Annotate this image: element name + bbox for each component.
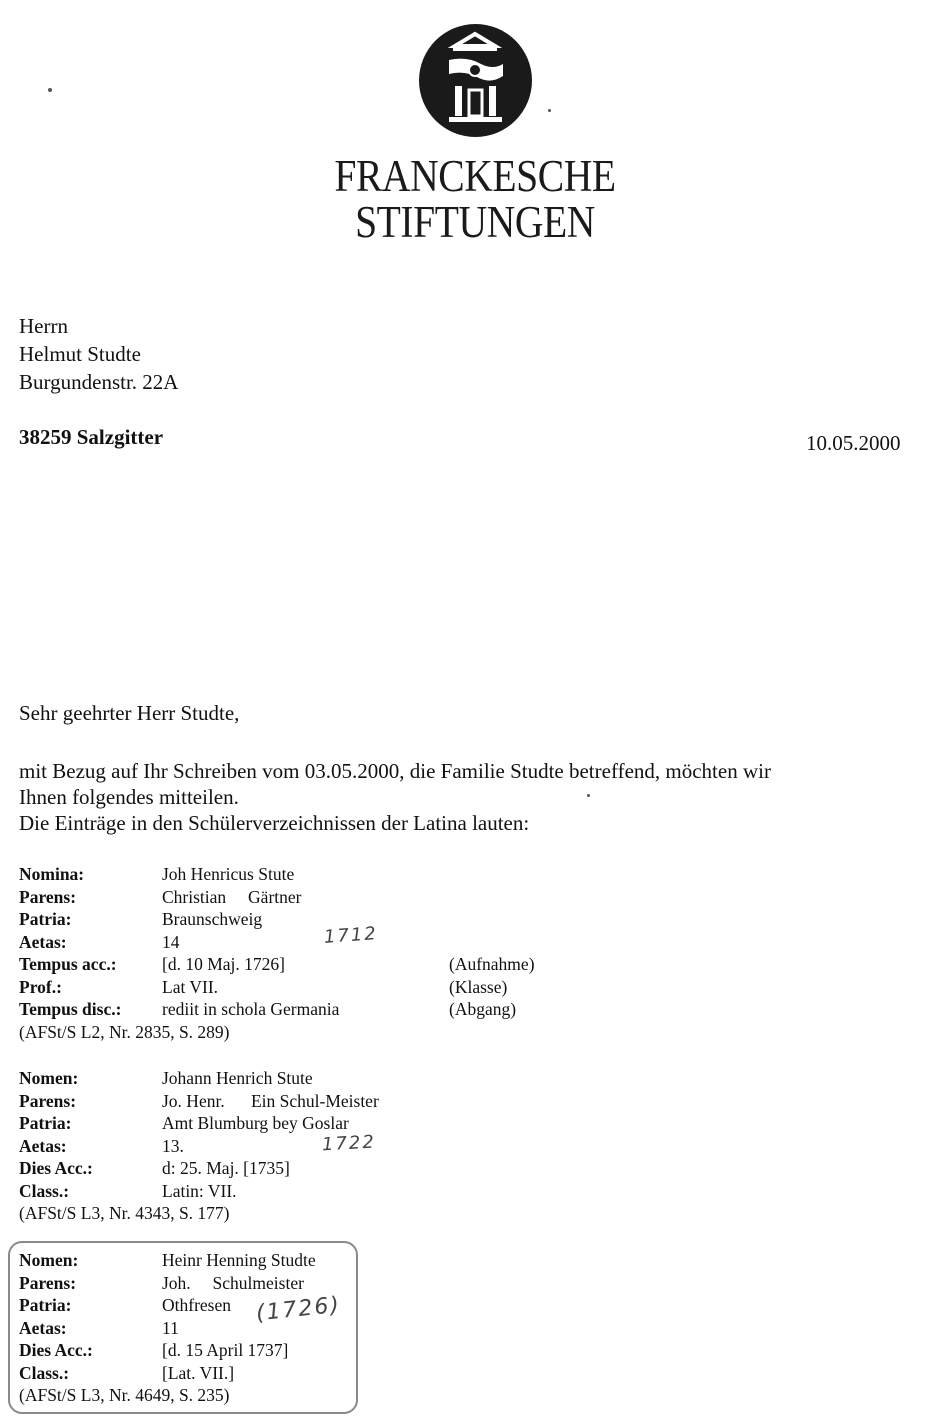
field-value: Latin: VII. xyxy=(162,1180,237,1201)
field-label: Dies Acc.: xyxy=(19,1158,93,1178)
field-value: Joh Henricus Stute xyxy=(162,864,295,884)
field-label: Aetas: xyxy=(19,1317,67,1338)
field-value: Jo. Henr. Ein Schul-Meister xyxy=(162,1090,379,1111)
field-value: Othfresen xyxy=(162,1295,232,1315)
paragraph-line-1: mit Bezug auf Ihr Schreiben vom 03.05.2000, die Familie Studte betreffend, möchten wir xyxy=(19,759,771,783)
scan-speck xyxy=(48,88,52,92)
field-note: (Klasse) xyxy=(449,976,508,997)
emblem-icon xyxy=(419,24,532,137)
field-label: Dies Acc.: xyxy=(19,1340,93,1360)
field-label: Tempus disc.: xyxy=(19,999,122,1019)
field-value: 11 xyxy=(162,1317,179,1338)
field-label: Patria: xyxy=(19,909,72,929)
field-label: Class.: xyxy=(19,1362,70,1383)
field-label: Parens: xyxy=(19,1272,77,1293)
field-note: (Abgang) xyxy=(449,999,517,1019)
paragraph-line-3: Die Einträge in den Schülerverzeichnissen der Latina lauten: xyxy=(19,811,530,835)
field-value: [Lat. VII.] xyxy=(162,1362,235,1383)
recipient-city: 38259 Salzgitter xyxy=(19,425,164,449)
recipient-name: Helmut Studte xyxy=(19,342,141,366)
field-label: Nomina: xyxy=(19,864,85,884)
greeting: Sehr geehrter Herr Studte, xyxy=(19,701,240,725)
field-value: Lat VII. xyxy=(162,976,219,997)
field-value: Amt Blumburg bey Goslar xyxy=(162,1113,349,1133)
field-label: Parens: xyxy=(19,886,77,907)
field-value: d: 25. Maj. [1735] xyxy=(162,1158,290,1178)
field-label: Patria: xyxy=(19,1113,72,1133)
field-label: Nomen: xyxy=(19,1250,79,1270)
field-label: Aetas: xyxy=(19,931,67,952)
record-source: (AFSt/S L2, Nr. 2835, S. 289) xyxy=(19,1021,230,1042)
recipient-street: Burgundenstr. 22A xyxy=(19,370,179,394)
field-value: [d. 10 Maj. 1726] xyxy=(162,954,285,974)
scan-speck xyxy=(587,794,590,797)
field-value: Braunschweig xyxy=(162,909,263,929)
record-source: (AFSt/S L3, Nr. 4649, S. 235) xyxy=(19,1385,230,1405)
field-value: Joh. Schulmeister xyxy=(162,1272,304,1293)
field-label: Class.: xyxy=(19,1180,70,1201)
field-value: Johann Henrich Stute xyxy=(162,1068,313,1088)
field-value: rediit in schola Germania xyxy=(162,999,340,1019)
field-note: (Aufnahme) xyxy=(449,954,535,974)
field-value: 13. xyxy=(162,1135,184,1156)
field-label: Prof.: xyxy=(19,976,62,997)
field-value: [d. 15 April 1737] xyxy=(162,1340,289,1360)
foundation-name-line2: STIFTUNGEN xyxy=(355,197,595,247)
recipient-salutation: Herrn xyxy=(19,314,68,338)
paragraph-line-2: Ihnen folgendes mitteilen. xyxy=(19,785,239,809)
field-value: 14 xyxy=(162,931,180,952)
field-label: Nomen: xyxy=(19,1068,79,1088)
field-value: Heinr Henning Studte xyxy=(162,1250,316,1270)
scan-speck xyxy=(548,109,551,112)
handwritten-year: (1726) xyxy=(254,1292,343,1327)
record-source: (AFSt/S L3, Nr. 4343, S. 177) xyxy=(19,1203,230,1223)
field-label: Aetas: xyxy=(19,1135,67,1156)
student-record-2 xyxy=(19,1067,579,1227)
field-value: Christian Gärtner xyxy=(162,886,302,907)
student-record-1 xyxy=(19,863,579,1043)
field-label: Tempus acc.: xyxy=(19,954,117,974)
foundation-name-line1: FRANCKESCHE xyxy=(334,151,616,201)
francke-foundation-logo xyxy=(419,24,532,137)
field-label: Parens: xyxy=(19,1090,77,1111)
letter-date: 10.05.2000 xyxy=(806,431,901,455)
handwritten-year: 1722 xyxy=(321,1131,377,1156)
student-record-3 xyxy=(19,1249,349,1409)
handwritten-year: 1712 xyxy=(323,923,379,948)
field-label: Patria: xyxy=(19,1295,72,1315)
